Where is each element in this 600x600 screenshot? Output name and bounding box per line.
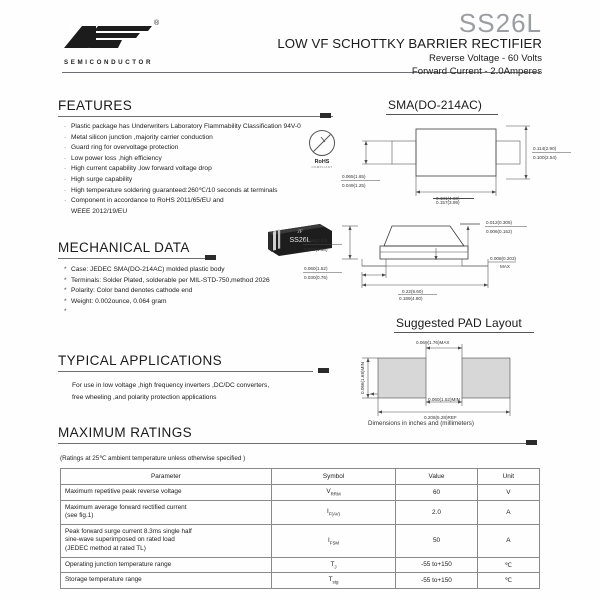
company-logo <box>62 22 174 66</box>
cell-value: -55 to+150 <box>396 573 477 589</box>
list-item: · Low power loss ,high efficiency <box>64 154 301 165</box>
dim-pad-width: 0.060(1.52)MIN <box>428 397 460 402</box>
bullet-icon: · <box>64 123 67 130</box>
cell-unit: ℃ <box>477 557 539 573</box>
rohs-circle-slash-icon <box>307 128 337 158</box>
cell-parameter: Peak forward surge current 8.3ms single half sine-wave superimposed on rated load (JEDEC method at rated TL) <box>61 524 272 557</box>
table-header-row <box>61 469 540 485</box>
applications-tick-mark <box>318 368 329 373</box>
maximum-ratings-table <box>60 468 540 589</box>
table-row <box>61 573 540 589</box>
bullet-icon: * <box>64 297 67 305</box>
table-row <box>61 524 540 557</box>
page-header <box>0 0 600 88</box>
package-top-view-drawing <box>340 118 598 204</box>
applications-divider <box>58 371 313 372</box>
mechanical-divider <box>58 258 216 259</box>
forward-current-spec: Forward Current - 2.0Amperes <box>411 66 542 77</box>
bullet-icon: * <box>64 276 67 284</box>
cell-parameter: Storage temperature range <box>61 573 272 589</box>
table-row <box>61 500 540 524</box>
cell-value: -55 to+150 <box>396 557 477 573</box>
features-list <box>64 122 301 217</box>
cell-symbol: $T_{stg}$ <box>271 573 396 589</box>
package-side-view-drawing <box>304 208 598 300</box>
features-heading: FEATURES <box>58 98 133 113</box>
column-header-unit: Unit <box>477 469 539 485</box>
list-item <box>64 307 270 318</box>
dim-pad-height: 0.066(1.68)MIN <box>360 362 365 394</box>
applications-line: For use in low voltage ,high frequency inverters ,DC/DC converters, <box>72 382 270 389</box>
bullet-icon: * <box>64 287 67 295</box>
dim-pad-total: 0.208(5.28)REF <box>424 415 457 420</box>
bullet-icon: * <box>64 308 67 316</box>
list-item: * Terminals: Solder Plated, solderable per MIL-STD-750,method 2026 <box>64 276 270 287</box>
maximum-ratings-heading: MAXIMUM RATINGS <box>58 425 192 440</box>
pad-layout-title: Suggested PAD Layout <box>396 316 522 330</box>
list-item: * Case: JEDEC SMA(DO-214AC) molded plastic body <box>64 265 270 276</box>
dim-body-height-top: 0.114(2.90) <box>533 146 557 151</box>
list-item: · High current capability ,low forward voltage drop <box>64 164 301 175</box>
column-header-value: Value <box>396 469 477 485</box>
cell-unit: V <box>477 485 539 501</box>
mechanical-tick-mark <box>205 255 216 260</box>
chip-brand: JF <box>297 230 303 235</box>
pad-layout-note: Dimensions in inches and (millimeters) <box>368 420 474 427</box>
column-header-symbol: Symbol <box>271 469 396 485</box>
dim-foot-bot: 0.030(0.76) <box>304 275 328 280</box>
column-header-parameter: Parameter <box>61 469 272 485</box>
bullet-icon: · <box>64 154 67 162</box>
bullet-icon: · <box>64 133 67 141</box>
list-item: · High temperature soldering guaranteed:260℃/10 seconds at terminals <box>64 186 301 197</box>
dim-foot-top: 0.060(1.52) <box>304 266 328 271</box>
list-item: · Metal silicon junction ,majority carrier conduction <box>64 133 301 144</box>
cell-value: 60 <box>396 485 477 501</box>
cell-symbol: $V_{RRM}$ <box>271 485 396 501</box>
table-row <box>61 557 540 573</box>
features-divider <box>58 116 333 117</box>
jf-logo-svg <box>62 22 154 56</box>
cell-parameter: Maximum average forward rectified current (see fig.1) <box>61 500 272 524</box>
applications-line: free wheeling ,and polarity protection applications <box>72 393 217 401</box>
part-number: SS26L <box>458 8 542 38</box>
dim-overall-length-top: 0.22(5.60) <box>402 289 423 294</box>
cell-unit: A <box>477 524 539 557</box>
bullet-icon: · <box>64 144 67 152</box>
cell-symbol: $I_{FSM}$ <box>271 524 396 557</box>
rohs-compliant-badge <box>300 128 344 169</box>
list-item: · Guard ring for overvoltage protection <box>64 143 301 154</box>
dim-lead-width-top: 0.065(1.65) <box>342 174 366 179</box>
cell-value: 50 <box>396 524 477 557</box>
bullet-icon: · <box>64 197 67 205</box>
mechanical-data-list <box>64 265 270 318</box>
rohs-label: RoHS <box>314 159 330 165</box>
cell-symbol: $T_J$ <box>271 557 396 573</box>
dim-overall-length-bot: 0.189(4.80) <box>399 296 423 301</box>
dim-pad-gap: 0.069(1.76)MAX <box>416 340 450 345</box>
reverse-voltage-spec: Reverse Voltage - 60 Volts <box>428 53 542 64</box>
bullet-icon: · <box>64 186 67 194</box>
dim-body-height-bot: 0.100(2.54) <box>533 155 557 160</box>
dim-body-length-bot: 0.157(3.99) <box>436 200 460 205</box>
chip-marking: SS26L <box>289 237 311 244</box>
cell-parameter: Operating junction temperature range <box>61 557 272 573</box>
dim-thk-bot: 0.006(0.152) <box>486 229 513 234</box>
cell-symbol: $I_{F(AV)}$ <box>271 500 396 524</box>
rohs-sublabel: COMPLIANT <box>311 165 333 169</box>
table-row <box>61 485 540 501</box>
list-item: · Plastic package has Underwriters Laboratory Flammability Classification 94V-0 <box>64 122 301 133</box>
cell-unit: A <box>477 500 539 524</box>
applications-text <box>72 380 269 403</box>
pad-layout-title-rule <box>394 332 534 333</box>
package-drawing-title-rule <box>386 114 498 115</box>
jf-logo-icon <box>62 20 160 56</box>
dim-standoff-max: MAX <box>500 264 510 269</box>
list-item: · Component in accordance to RoHS 2011/65/EU and <box>64 196 301 207</box>
dim-standoff: 0.008(0.203) <box>490 256 517 261</box>
registered-trademark-icon: ® <box>154 20 160 27</box>
list-item: · High surge capability <box>64 175 301 186</box>
company-name: SEMICONDUCTOR <box>64 59 154 66</box>
list-item: WEEE 2012/19/EU <box>71 207 128 215</box>
bullet-icon: · <box>64 175 67 183</box>
cell-unit: ℃ <box>477 573 539 589</box>
bullet-icon: * <box>64 266 67 273</box>
dim-body-length-top: 0.181(4.60) <box>436 196 460 201</box>
bullet-icon: · <box>64 165 67 173</box>
mechanical-data-heading: MECHANICAL DATA <box>58 240 190 255</box>
ratings-tick-mark <box>526 440 537 445</box>
dim-side-height-bot: 0.078(1.98) <box>304 247 328 252</box>
product-title: LOW VF SCHOTTKY BARRIER RECTIFIER <box>277 36 542 51</box>
package-drawing-title: SMA(DO-214AC) <box>388 98 482 112</box>
dim-lead-width-bot: 0.049(1.25) <box>342 183 366 188</box>
dim-thk-top: 0.012(0.305) <box>486 220 513 225</box>
list-item: * Weight: 0.002ounce, 0.064 gram <box>64 297 270 308</box>
applications-heading: TYPICAL APPLICATIONS <box>58 353 223 368</box>
ratings-condition-note: (Ratings at 25℃ ambient temperature unless otherwise specified ) <box>60 455 246 462</box>
features-tick-mark <box>320 113 331 118</box>
ratings-table-body <box>61 485 540 589</box>
ratings-divider <box>58 443 530 444</box>
pad-layout-drawing <box>340 336 598 420</box>
list-item: * Polarity: Color band denotes cathode end <box>64 286 270 297</box>
cell-parameter: Maximum repetitive peak reverse voltage <box>61 485 272 501</box>
cell-value: 2.0 <box>396 500 477 524</box>
dim-side-height-top: 0.096(2.44) <box>304 238 328 243</box>
dim-body-length-rule <box>433 198 474 199</box>
